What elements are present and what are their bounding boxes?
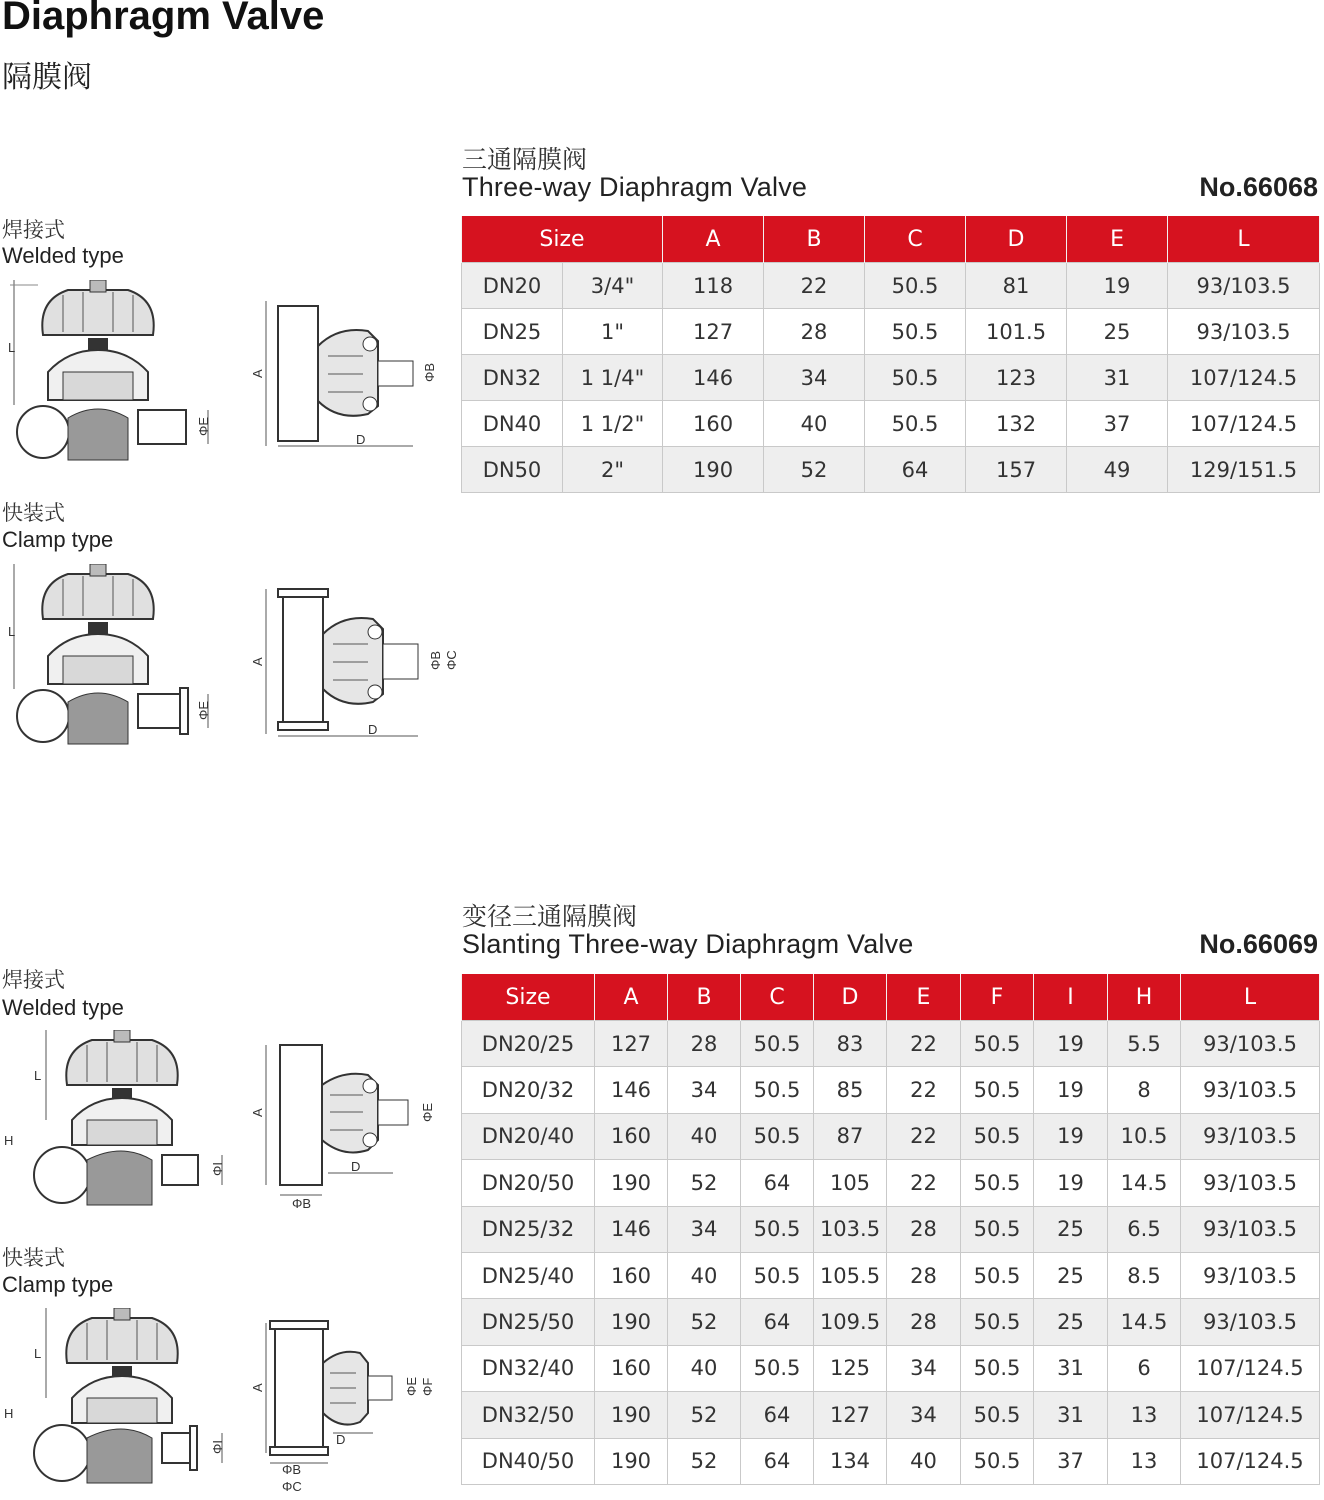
table-cell: 50.5: [865, 355, 966, 401]
table-cell: 50.5: [741, 1345, 814, 1391]
table-cell: 160: [595, 1113, 668, 1159]
table-row: [462, 1345, 1320, 1391]
table-cell: 50.5: [961, 1113, 1034, 1159]
table-cell: 190: [595, 1438, 668, 1484]
table-cell: 93/103.5: [1181, 1206, 1320, 1252]
table-header: Size: [462, 974, 595, 1021]
table-cell: 93/103.5: [1168, 263, 1320, 309]
table-cell: 50.5: [741, 1021, 814, 1067]
table-cell: 1 1/2": [563, 401, 663, 447]
table-row: [462, 1252, 1320, 1298]
table-row: [462, 309, 1320, 355]
table-cell: 40: [887, 1438, 961, 1484]
table-cell: 107/124.5: [1181, 1438, 1320, 1484]
table-cell: 1 1/4": [563, 355, 663, 401]
table-row: [462, 1299, 1320, 1345]
table-cell: 22: [887, 1021, 961, 1067]
table-cell: 22: [887, 1113, 961, 1159]
table-cell: 190: [595, 1299, 668, 1345]
table-cell: 50.5: [961, 1206, 1034, 1252]
table-cell: 34: [764, 355, 865, 401]
table-cell: 28: [887, 1299, 961, 1345]
section2-welded-cn: 焊接式: [2, 969, 65, 992]
table-cell: 19: [1034, 1021, 1108, 1067]
table-cell: 52: [764, 447, 865, 493]
table-cell: 34: [668, 1067, 741, 1113]
table-cell: 19: [1034, 1067, 1108, 1113]
table-cell: DN20/40: [462, 1113, 595, 1159]
dim-label-phi-b: ΦB: [428, 650, 443, 670]
table-cell: 22: [887, 1067, 961, 1113]
table-cell: 19: [1034, 1113, 1108, 1159]
table-cell: 52: [668, 1160, 741, 1206]
table-row: [462, 1392, 1320, 1438]
table-cell: 50.5: [961, 1252, 1034, 1298]
table-cell: 50.5: [961, 1299, 1034, 1345]
table-cell: 125: [814, 1345, 887, 1391]
dim-label-phi-b: ΦB: [292, 1196, 312, 1210]
table-header: F: [961, 974, 1034, 1021]
table-header: Size: [462, 216, 663, 263]
table-header-row: [462, 974, 1320, 1021]
table-cell: 107/124.5: [1181, 1392, 1320, 1438]
table-cell: 93/103.5: [1181, 1021, 1320, 1067]
table-cell: DN25/50: [462, 1299, 595, 1345]
dim-label-l: L: [8, 340, 16, 355]
table-cell: 127: [814, 1392, 887, 1438]
table-header: D: [966, 216, 1067, 263]
table-cell: DN25: [462, 309, 563, 355]
table-cell: 50.5: [865, 263, 966, 309]
table-cell: DN20: [462, 263, 563, 309]
section1-title-en: Three-way Diaphragm Valve: [462, 172, 808, 202]
dim-label-a: A: [250, 657, 265, 666]
table-cell: DN40: [462, 401, 563, 447]
dim-label-phi-c: ΦC: [444, 650, 459, 670]
section1-welded-cn: 焊接式: [2, 219, 65, 242]
table-cell: 50.5: [961, 1438, 1034, 1484]
table-row: [462, 263, 1320, 309]
table-cell: 2": [563, 447, 663, 493]
table-cell: 105.5: [814, 1252, 887, 1298]
table-cell: 40: [668, 1113, 741, 1159]
table-cell: 19: [1034, 1160, 1108, 1206]
table-cell: 22: [764, 263, 865, 309]
table-header: E: [1067, 216, 1168, 263]
table-cell: DN25/40: [462, 1252, 595, 1298]
table-row: [462, 401, 1320, 447]
table-cell: 25: [1034, 1299, 1108, 1345]
table-cell: 64: [741, 1299, 814, 1345]
table-cell: 31: [1034, 1392, 1108, 1438]
table-cell: 52: [668, 1392, 741, 1438]
table-cell: 93/103.5: [1181, 1160, 1320, 1206]
table-row: [462, 1438, 1320, 1484]
table-cell: 107/124.5: [1168, 401, 1320, 447]
table-cell: 93/103.5: [1181, 1067, 1320, 1113]
table-cell: 25: [1067, 309, 1168, 355]
table-cell: 22: [887, 1160, 961, 1206]
table-cell: 28: [668, 1021, 741, 1067]
section2-clamp-cn: 快装式: [2, 1247, 65, 1270]
table-row: [462, 1160, 1320, 1206]
table-cell: 52: [668, 1299, 741, 1345]
table-cell: 8.5: [1108, 1252, 1181, 1298]
table-cell: DN20/50: [462, 1160, 595, 1206]
table-cell: 31: [1034, 1345, 1108, 1391]
table-cell: 50.5: [961, 1345, 1034, 1391]
table-cell: DN20/25: [462, 1021, 595, 1067]
spec-table-66068: [461, 216, 1320, 493]
table-cell: 83: [814, 1021, 887, 1067]
table-cell: 160: [595, 1345, 668, 1391]
table-cell: 160: [663, 401, 764, 447]
table-header-row: [462, 216, 1320, 263]
table-cell: 93/103.5: [1181, 1113, 1320, 1159]
table-cell: 50.5: [741, 1067, 814, 1113]
s2-welded-front-drawing: [2, 1030, 232, 1210]
table-cell: 40: [764, 401, 865, 447]
page-title: Diaphragm Valve: [2, 0, 325, 38]
dim-label-phi-e: ΦE: [196, 416, 211, 436]
table-cell: 123: [966, 355, 1067, 401]
table-cell: 93/103.5: [1168, 309, 1320, 355]
dim-label-a: A: [250, 1108, 265, 1117]
dim-label-h: H: [4, 1406, 14, 1421]
table-cell: 132: [966, 401, 1067, 447]
table-cell: 19: [1067, 263, 1168, 309]
table-cell: 93/103.5: [1181, 1299, 1320, 1345]
table-cell: 31: [1067, 355, 1168, 401]
table-cell: 146: [595, 1206, 668, 1252]
table-cell: 6: [1108, 1345, 1181, 1391]
table-cell: 50.5: [741, 1113, 814, 1159]
dim-label-d: D: [356, 432, 366, 447]
dim-label-a: A: [250, 369, 265, 378]
table-cell: DN50: [462, 447, 563, 493]
table-header: H: [1108, 974, 1181, 1021]
table-cell: 50.5: [865, 401, 966, 447]
table-cell: 50.5: [741, 1252, 814, 1298]
section1-clamp-en: Clamp type: [2, 527, 114, 552]
table-cell: 109.5: [814, 1299, 887, 1345]
table-header: D: [814, 974, 887, 1021]
table-cell: 14.5: [1108, 1299, 1181, 1345]
spec-table-66069: [461, 974, 1320, 1485]
table-cell: 28: [887, 1206, 961, 1252]
section2-clamp-en: Clamp type: [2, 1272, 114, 1297]
table-cell: 25: [1034, 1252, 1108, 1298]
table-cell: 10.5: [1108, 1113, 1181, 1159]
table-cell: 3/4": [563, 263, 663, 309]
table-cell: 93/103.5: [1181, 1252, 1320, 1298]
table-cell: 25: [1034, 1206, 1108, 1252]
table-header: L: [1168, 216, 1320, 263]
dim-label-phi-b: ΦB: [422, 362, 437, 382]
table-row: [462, 355, 1320, 401]
table-header: E: [887, 974, 961, 1021]
table-header: C: [865, 216, 966, 263]
s1-welded-side-drawing: [248, 296, 438, 456]
table-cell: 127: [595, 1021, 668, 1067]
table-cell: 87: [814, 1113, 887, 1159]
table-cell: 190: [595, 1160, 668, 1206]
table-row: [462, 1113, 1320, 1159]
dim-label-d: D: [368, 722, 378, 737]
table-row: [462, 1067, 1320, 1113]
table-cell: DN40/50: [462, 1438, 595, 1484]
dim-label-d: D: [336, 1432, 346, 1447]
table-row: [462, 447, 1320, 493]
table-cell: 50.5: [741, 1206, 814, 1252]
s1-clamp-front-drawing: [8, 564, 218, 749]
table-cell: 105: [814, 1160, 887, 1206]
s1-welded-front-drawing: [8, 280, 218, 465]
table-cell: DN32: [462, 355, 563, 401]
table-row: [462, 1206, 1320, 1252]
table-cell: DN32/40: [462, 1345, 595, 1391]
table-cell: 101.5: [966, 309, 1067, 355]
dim-label-phi-e: ΦE: [420, 1102, 435, 1122]
table-cell: 107/124.5: [1181, 1345, 1320, 1391]
table-cell: 157: [966, 447, 1067, 493]
section2-title-en: Slanting Three-way Diaphragm Valve: [462, 929, 914, 959]
section2-welded-en: Welded type: [2, 995, 124, 1020]
table-cell: 64: [741, 1392, 814, 1438]
s2-clamp-side-drawing: [248, 1318, 438, 1496]
table-cell: 118: [663, 263, 764, 309]
s2-welded-side-drawing: [248, 1040, 438, 1210]
table-cell: 14.5: [1108, 1160, 1181, 1206]
table-cell: 103.5: [814, 1206, 887, 1252]
table-cell: 40: [668, 1345, 741, 1391]
table-cell: 50.5: [961, 1160, 1034, 1206]
dim-label-phi-b: ΦB: [282, 1462, 302, 1477]
table-cell: 190: [663, 447, 764, 493]
table-cell: 8: [1108, 1067, 1181, 1113]
table-cell: 129/151.5: [1168, 447, 1320, 493]
dim-label-d: D: [351, 1159, 361, 1174]
table-header: L: [1181, 974, 1320, 1021]
table-cell: 190: [595, 1392, 668, 1438]
dim-label-l: L: [34, 1068, 42, 1083]
table-header: C: [741, 974, 814, 1021]
table-cell: 81: [966, 263, 1067, 309]
table-cell: 40: [668, 1252, 741, 1298]
table-cell: 37: [1034, 1438, 1108, 1484]
table-header: A: [663, 216, 764, 263]
table-cell: 28: [887, 1252, 961, 1298]
table-header: B: [764, 216, 865, 263]
table-cell: 146: [663, 355, 764, 401]
table-cell: 34: [887, 1392, 961, 1438]
section1-title-cn: 三通隔膜阀: [462, 146, 588, 174]
table-cell: DN25/32: [462, 1206, 595, 1252]
table-header: B: [668, 974, 741, 1021]
table-cell: 52: [668, 1438, 741, 1484]
table-cell: DN20/32: [462, 1067, 595, 1113]
table-cell: 64: [741, 1438, 814, 1484]
dim-label-h: H: [4, 1133, 14, 1148]
table-cell: 34: [668, 1206, 741, 1252]
table-cell: 50.5: [865, 309, 966, 355]
table-cell: 160: [595, 1252, 668, 1298]
table-cell: 28: [764, 309, 865, 355]
table-cell: 49: [1067, 447, 1168, 493]
dim-label-l: L: [34, 1346, 42, 1361]
table-cell: 85: [814, 1067, 887, 1113]
table-cell: 127: [663, 309, 764, 355]
table-cell: 37: [1067, 401, 1168, 447]
section2-model-no: No.66069: [1199, 929, 1318, 959]
s1-clamp-side-drawing: [248, 584, 463, 744]
dim-label-phi-f: ΦF: [420, 1377, 435, 1396]
table-cell: 50.5: [961, 1392, 1034, 1438]
dim-label-phi-i: ΦI: [210, 1162, 225, 1176]
table-cell: 13: [1108, 1438, 1181, 1484]
dim-label-a: A: [250, 1383, 265, 1392]
dim-label-phi-c: ΦC: [282, 1479, 302, 1494]
table-cell: 34: [887, 1345, 961, 1391]
s2-clamp-front-drawing: [2, 1308, 232, 1488]
section1-model-no: No.66068: [1199, 172, 1318, 202]
table-header: A: [595, 974, 668, 1021]
dim-label-phi-e: ΦE: [196, 700, 211, 720]
dim-label-phi-e: ΦE: [404, 1376, 419, 1396]
table-cell: 13: [1108, 1392, 1181, 1438]
table-cell: 64: [865, 447, 966, 493]
page-subtitle-cn: 隔膜阀: [2, 61, 92, 94]
table-cell: 50.5: [961, 1067, 1034, 1113]
dim-label-l: L: [8, 624, 16, 639]
table-cell: 5.5: [1108, 1021, 1181, 1067]
section2-title-cn: 变径三通隔膜阀: [462, 903, 638, 931]
table-cell: 64: [741, 1160, 814, 1206]
section1-clamp-cn: 快装式: [2, 502, 65, 525]
table-cell: DN32/50: [462, 1392, 595, 1438]
table-header: I: [1034, 974, 1108, 1021]
table-cell: 107/124.5: [1168, 355, 1320, 401]
table-cell: 50.5: [961, 1021, 1034, 1067]
table-cell: 134: [814, 1438, 887, 1484]
table-cell: 1": [563, 309, 663, 355]
section1-welded-en: Welded type: [2, 243, 124, 268]
table-cell: 6.5: [1108, 1206, 1181, 1252]
table-row: [462, 1021, 1320, 1067]
table-cell: 146: [595, 1067, 668, 1113]
dim-label-phi-i: ΦI: [210, 1440, 225, 1454]
